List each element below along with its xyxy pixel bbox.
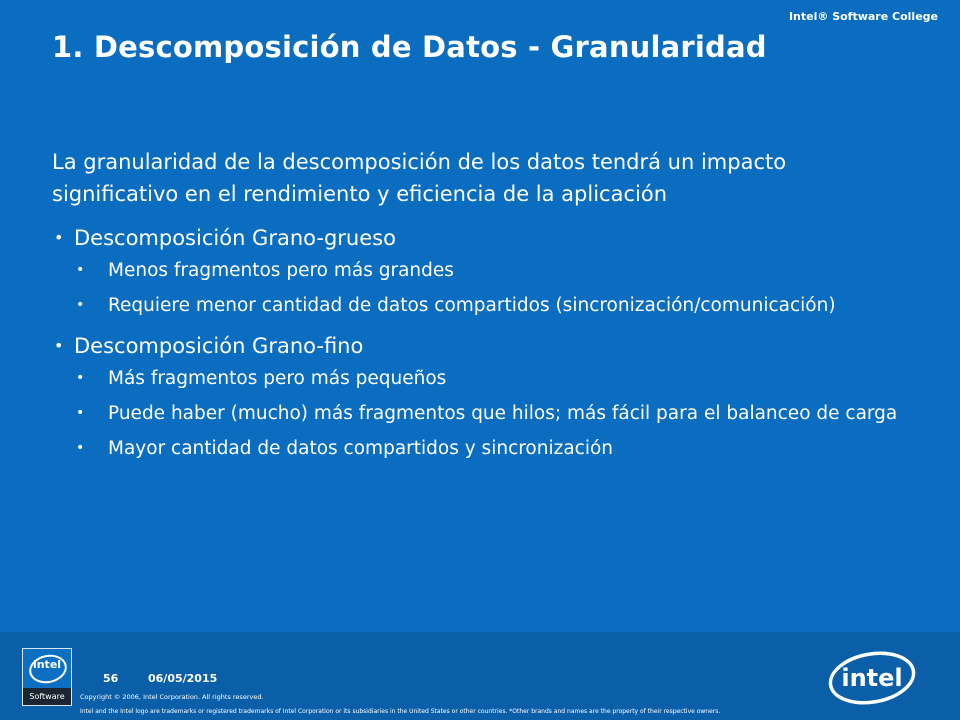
slide-body [52, 146, 932, 470]
bullet-dot-icon: • [76, 440, 85, 456]
slide-number: 56 [103, 672, 119, 685]
bullet-coarse-grain [52, 223, 932, 319]
intel-logo-text: intel [841, 664, 903, 692]
sub-bullet [74, 292, 928, 319]
sub-bullet-list [74, 257, 932, 319]
sub-bullet-list [74, 365, 932, 462]
intro-paragraph: La granularidad de la descomposición de los datos tendrá un impacto significativo en el rendimiento y eficiencia de la aplicación [52, 150, 787, 206]
copyright-notice: Copyright © 2006, Intel Corporation. All rights reserved. [80, 693, 264, 701]
sub-bullet-text: Puede haber (mucho) más fragmentos que hilos; más fácil para el balanceo de carga [108, 403, 898, 424]
sub-bullet [74, 435, 928, 462]
bullet-text: Descomposición Grano-fino [74, 334, 364, 358]
bullet-dot-icon: • [76, 405, 85, 421]
legal-notice: Intel and the Intel logo are trademarks or registered trademarks of Intel Corporation or its subsidiaries in the United States or other countries. *Other brands and names are the property of their respective owners. [80, 708, 721, 715]
sub-bullet-text: Más fragmentos pero más pequeños [108, 368, 447, 389]
bullet-fine-grain [52, 331, 932, 462]
slide-date: 06/05/2015 [148, 672, 218, 685]
badge-logo-text: intel [32, 658, 62, 671]
sub-bullet [74, 400, 928, 427]
bullet-dot-icon: • [54, 336, 64, 355]
sub-bullet-text: Mayor cantidad de datos compartidos y sincronización [108, 438, 614, 459]
bullet-list [52, 223, 932, 462]
sub-bullet [74, 365, 928, 392]
sub-bullet-text: Menos fragmentos pero más grandes [108, 260, 454, 281]
intel-logo-icon [826, 648, 918, 706]
badge-label: Software [23, 688, 71, 705]
bullet-dot-icon: • [76, 297, 85, 313]
brand-header-label: Intel® Software College [788, 10, 938, 23]
slide-title: 1. Descomposición de Datos - Granularidad [52, 30, 767, 64]
bullet-dot-icon: • [76, 262, 85, 278]
bullet-dot-icon: • [54, 228, 64, 247]
sub-bullet-text: Requiere menor cantidad de datos compartidos (sincronización/comunicación) [108, 295, 836, 316]
slide-footer [0, 632, 960, 720]
bullet-dot-icon: • [76, 370, 85, 386]
intel-software-badge-icon [22, 648, 72, 706]
bullet-text: Descomposición Grano-grueso [74, 226, 396, 250]
sub-bullet [74, 257, 928, 284]
